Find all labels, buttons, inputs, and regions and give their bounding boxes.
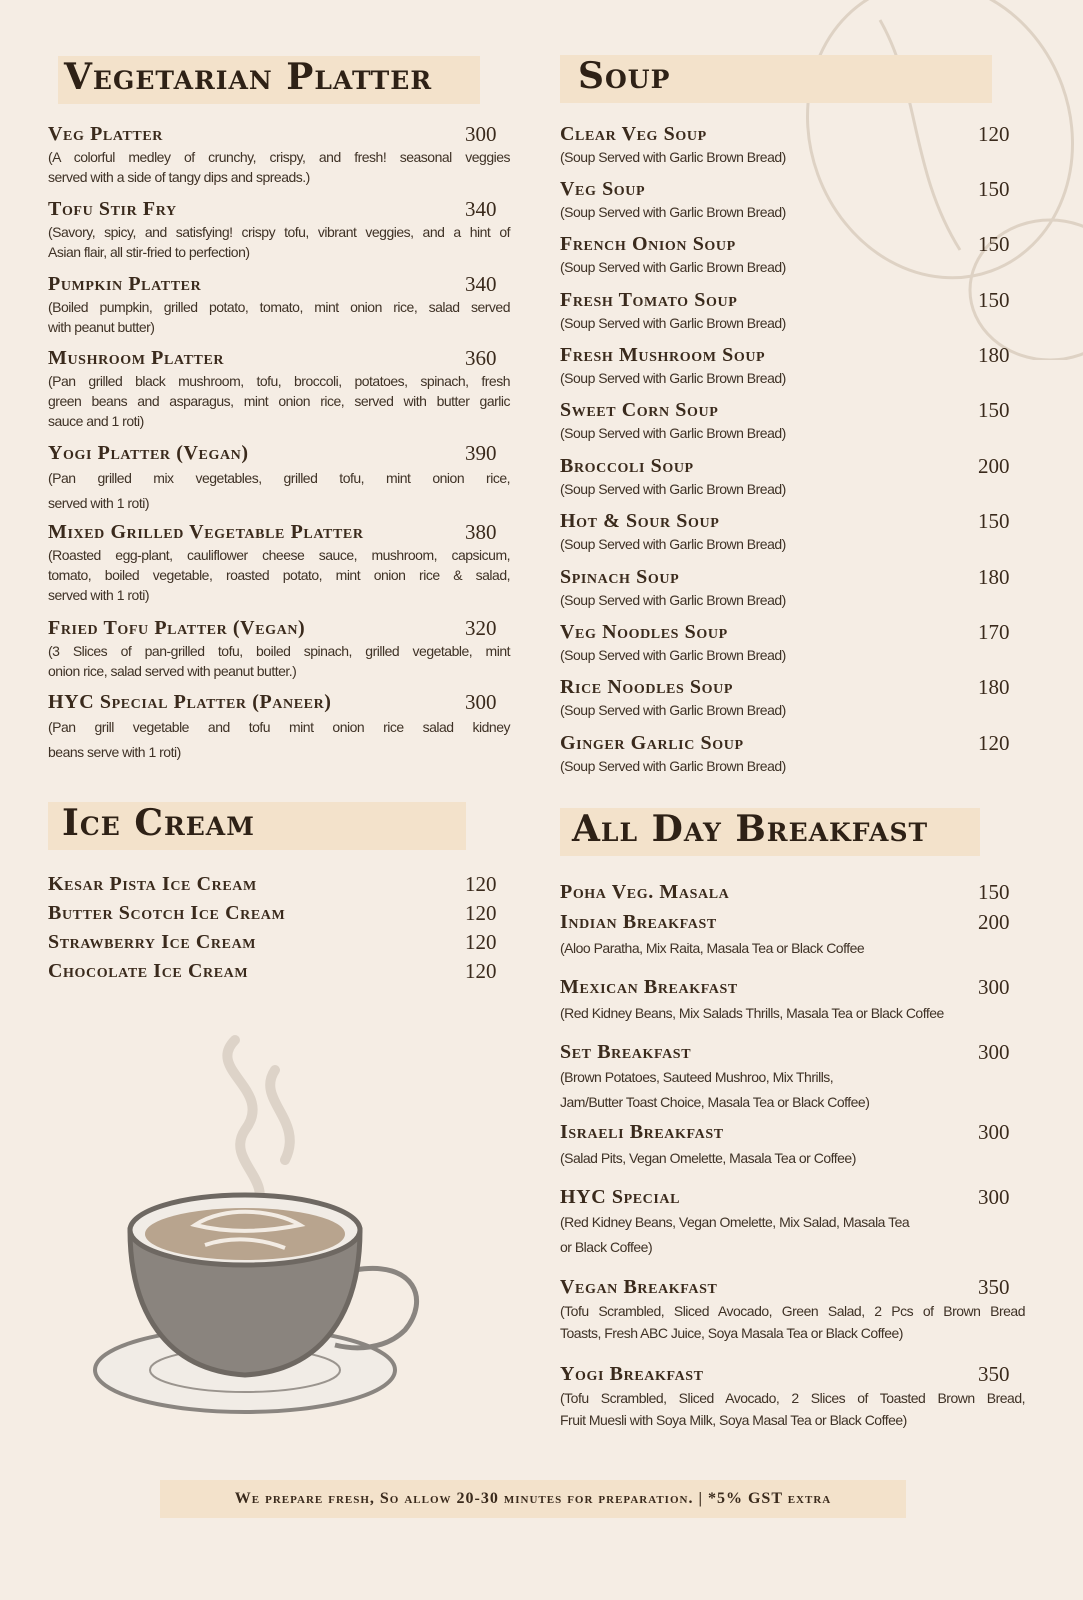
- item-description: sauce and 1 roti): [48, 413, 144, 429]
- menu-item-rice-noodles-soup: [560, 674, 1025, 720]
- item-description: (Roasted egg-plant, cauliflower cheese sauce, mushroom, capsicum,: [48, 547, 510, 563]
- menu-item-yogi-platter-vegan: [48, 440, 510, 516]
- item-description: served with 1 roti): [48, 587, 149, 603]
- item-price: 150: [978, 398, 1010, 422]
- item-description: served with 1 roti): [48, 495, 149, 511]
- item-name: Mixed Grilled Vegetable Platter: [48, 521, 364, 543]
- coffee-cup-illustration: [85, 1030, 435, 1430]
- item-name: Butter Scotch Ice Cream: [48, 902, 286, 924]
- item-name: Mexican Breakfast: [560, 976, 738, 998]
- item-name: Strawberry Ice Cream: [48, 931, 257, 953]
- item-price: 120: [465, 901, 497, 925]
- menu-item-fresh-mushroom-soup: [560, 342, 1025, 388]
- item-description: (Pan grilled black mushroom, tofu, broccoli, potatoes, spinach, fresh: [48, 373, 510, 389]
- item-price: 200: [978, 454, 1010, 478]
- vegetarian-platter-title: Vegetarian Platter: [64, 56, 433, 98]
- item-price: 180: [978, 343, 1010, 367]
- item-description: (Soup Served with Garlic Brown Bread): [560, 425, 786, 441]
- item-price: 350: [978, 1362, 1010, 1386]
- item-name: Rice Noodles Soup: [560, 676, 734, 698]
- item-description: (Soup Served with Garlic Brown Bread): [560, 758, 786, 774]
- item-price: 300: [465, 690, 497, 714]
- item-price: 390: [465, 441, 497, 465]
- item-name: Poha Veg. Masala: [560, 881, 730, 903]
- item-description: (Soup Served with Garlic Brown Bread): [560, 204, 786, 220]
- menu-item-strawberry-ice-cream: [48, 929, 503, 955]
- item-description: with peanut butter): [48, 319, 155, 335]
- item-description: (Tofu Scrambled, Sliced Avocado, Green Salad, 2 Pcs of Brown Bread: [560, 1303, 1025, 1319]
- item-name: Israeli Breakfast: [560, 1121, 724, 1143]
- item-description: (Soup Served with Garlic Brown Bread): [560, 481, 786, 497]
- item-price: 120: [465, 959, 497, 983]
- item-name: Veg Platter: [48, 123, 164, 145]
- item-price: 180: [978, 675, 1010, 699]
- menu-item-veg-soup: [560, 176, 1025, 222]
- menu-item-israeli-breakfast: [560, 1119, 1025, 1171]
- menu-item-fried-tofu-platter-vegan: [48, 615, 510, 681]
- item-description: (Brown Potatoes, Sauteed Mushroo, Mix Thrills,: [560, 1069, 834, 1085]
- item-description: served with a side of tangy dips and spreads.): [48, 169, 310, 185]
- item-description: Asian flair, all stir-fried to perfection): [48, 244, 250, 260]
- item-price: 120: [465, 872, 497, 896]
- item-price: 120: [978, 731, 1010, 755]
- menu-item-butter-scotch-ice-cream: [48, 900, 503, 926]
- item-description: (Soup Served with Garlic Brown Bread): [560, 149, 786, 165]
- item-description: (3 Slices of pan-grilled tofu, boiled spinach, grilled vegetable, mint: [48, 643, 510, 659]
- item-price: 300: [465, 122, 497, 146]
- item-name: Chocolate Ice Cream: [48, 960, 249, 982]
- item-price: 300: [978, 1120, 1010, 1144]
- item-name: Hot & Sour Soup: [560, 510, 720, 532]
- item-name: Veg Noodles Soup: [560, 621, 728, 643]
- menu-item-french-onion-soup: [560, 231, 1025, 277]
- item-description: (Soup Served with Garlic Brown Bread): [560, 370, 786, 386]
- menu-item-mushroom-platter: [48, 345, 510, 431]
- item-name: Vegan Breakfast: [560, 1276, 718, 1298]
- item-description: (Boiled pumpkin, grilled potato, tomato, mint onion rice, salad served: [48, 299, 510, 315]
- item-name: Clear Veg Soup: [560, 123, 707, 145]
- breakfast-title: All Day Breakfast: [572, 808, 929, 850]
- item-name: Indian Breakfast: [560, 911, 717, 933]
- item-description: green beans and asparagus, mint onion rice, served with butter garlic: [48, 393, 510, 409]
- item-price: 200: [978, 910, 1010, 934]
- item-price: 360: [465, 346, 497, 370]
- item-name: Tofu Stir Fry: [48, 198, 177, 220]
- item-name: Fresh Tomato Soup: [560, 289, 738, 311]
- item-price: 300: [978, 975, 1010, 999]
- item-name: Set Breakfast: [560, 1041, 692, 1063]
- item-name: Mushroom Platter: [48, 347, 225, 369]
- item-price: 150: [978, 177, 1010, 201]
- menu-item-mexican-breakfast: [560, 974, 1025, 1026]
- item-price: 150: [978, 880, 1010, 904]
- item-name: Ginger Garlic Soup: [560, 732, 744, 754]
- item-name: HYC Special Platter (Paneer): [48, 691, 332, 713]
- menu-item-set-breakfast: [560, 1039, 1025, 1115]
- item-name: Fresh Mushroom Soup: [560, 344, 766, 366]
- menu-item-indian-breakfast: [560, 909, 1025, 961]
- item-description: Fruit Muesli with Soya Milk, Soya Masal Tea or Black Coffee): [560, 1412, 907, 1428]
- item-name: Yogi Breakfast: [560, 1363, 704, 1385]
- menu-item-pumpkin-platter: [48, 271, 510, 337]
- menu-item-clear-veg-soup: [560, 121, 1025, 167]
- item-description: tomato, boiled vegetable, roasted potato, mint onion rice & salad,: [48, 567, 510, 583]
- menu-item-mixed-grilled-vegetable-platter: [48, 519, 510, 605]
- menu-item-ginger-garlic-soup: [560, 730, 1025, 776]
- footer-note: We prepare fresh, So allow 20-30 minutes for preparation. | *5% GST extra: [160, 1480, 906, 1518]
- menu-item-hyc-special: [560, 1184, 1025, 1260]
- ice-cream-title: Ice Cream: [62, 802, 255, 844]
- item-price: 300: [978, 1040, 1010, 1064]
- item-price: 300: [978, 1185, 1010, 1209]
- menu-item-vegan-breakfast: [560, 1274, 1025, 1344]
- menu-item-hot-sour-soup: [560, 508, 1025, 554]
- item-name: Spinach Soup: [560, 566, 680, 588]
- item-price: 380: [465, 520, 497, 544]
- item-price: 170: [978, 620, 1010, 644]
- item-price: 180: [978, 565, 1010, 589]
- item-name: Yogi Platter (Vegan): [48, 442, 249, 464]
- item-name: Broccoli Soup: [560, 455, 694, 477]
- item-description: Toasts, Fresh ABC Juice, Soya Masala Tea or Black Coffee): [560, 1325, 903, 1341]
- menu-item-chocolate-ice-cream: [48, 958, 503, 984]
- item-price: 340: [465, 272, 497, 296]
- menu-item-kesar-pista-ice-cream: [48, 871, 503, 897]
- item-price: 150: [978, 509, 1010, 533]
- item-description: (Soup Served with Garlic Brown Bread): [560, 315, 786, 331]
- item-description: (Red Kidney Beans, Vegan Omelette, Mix Salad, Masala Tea: [560, 1214, 910, 1230]
- item-name: Pumpkin Platter: [48, 273, 202, 295]
- item-price: 120: [978, 122, 1010, 146]
- item-name: HYC Special: [560, 1186, 681, 1208]
- menu-item-fresh-tomato-soup: [560, 287, 1025, 333]
- item-description: (Pan grilled mix vegetables, grilled tofu, mint onion rice,: [48, 470, 510, 486]
- item-description: onion rice, salad served with peanut butter.): [48, 663, 297, 679]
- item-price: 120: [465, 930, 497, 954]
- menu-item-yogi-breakfast: [560, 1361, 1025, 1431]
- item-description: (Salad Pits, Vegan Omelette, Masala Tea or Coffee): [560, 1150, 856, 1166]
- item-price: 320: [465, 616, 497, 640]
- item-description: (Tofu Scrambled, Sliced Avocado, 2 Slices of Toasted Brown Bread,: [560, 1390, 1025, 1406]
- menu-item-veg-noodles-soup: [560, 619, 1025, 665]
- item-name: Veg Soup: [560, 178, 646, 200]
- item-description: (Red Kidney Beans, Mix Salads Thrills, Masala Tea or Black Coffee: [560, 1005, 944, 1021]
- item-description: (A colorful medley of crunchy, crispy, and fresh! seasonal veggies: [48, 149, 510, 165]
- item-description: (Soup Served with Garlic Brown Bread): [560, 592, 786, 608]
- item-price: 340: [465, 197, 497, 221]
- item-name: Kesar Pista Ice Cream: [48, 873, 257, 895]
- item-description: (Aloo Paratha, Mix Raita, Masala Tea or Black Coffee: [560, 940, 865, 956]
- item-description: (Soup Served with Garlic Brown Bread): [560, 702, 786, 718]
- menu-item-spinach-soup: [560, 564, 1025, 610]
- menu-item-poha-veg-masala: [560, 879, 1025, 905]
- menu-item-hyc-special-platter-paneer: [48, 689, 510, 765]
- menu-item-veg-platter: [48, 121, 510, 187]
- item-description: (Soup Served with Garlic Brown Bread): [560, 536, 786, 552]
- menu-item-broccoli-soup: [560, 453, 1025, 499]
- menu-item-tofu-stir-fry: [48, 196, 510, 262]
- item-price: 350: [978, 1275, 1010, 1299]
- item-name: Sweet Corn Soup: [560, 399, 719, 421]
- item-description: (Soup Served with Garlic Brown Bread): [560, 259, 786, 275]
- item-description: (Pan grill vegetable and tofu mint onion rice salad kidney: [48, 719, 510, 735]
- item-price: 150: [978, 232, 1010, 256]
- soup-title: Soup: [578, 55, 671, 97]
- item-name: French Onion Soup: [560, 233, 736, 255]
- item-price: 150: [978, 288, 1010, 312]
- item-description: (Savory, spicy, and satisfying! crispy tofu, vibrant veggies, and a hint of: [48, 224, 510, 240]
- item-name: Fried Tofu Platter (Vegan): [48, 617, 306, 639]
- menu-item-sweet-corn-soup: [560, 397, 1025, 443]
- item-description: beans serve with 1 roti): [48, 744, 181, 760]
- item-description: (Soup Served with Garlic Brown Bread): [560, 647, 786, 663]
- item-description: or Black Coffee): [560, 1239, 653, 1255]
- item-description: Jam/Butter Toast Choice, Masala Tea or Black Coffee): [560, 1094, 870, 1110]
